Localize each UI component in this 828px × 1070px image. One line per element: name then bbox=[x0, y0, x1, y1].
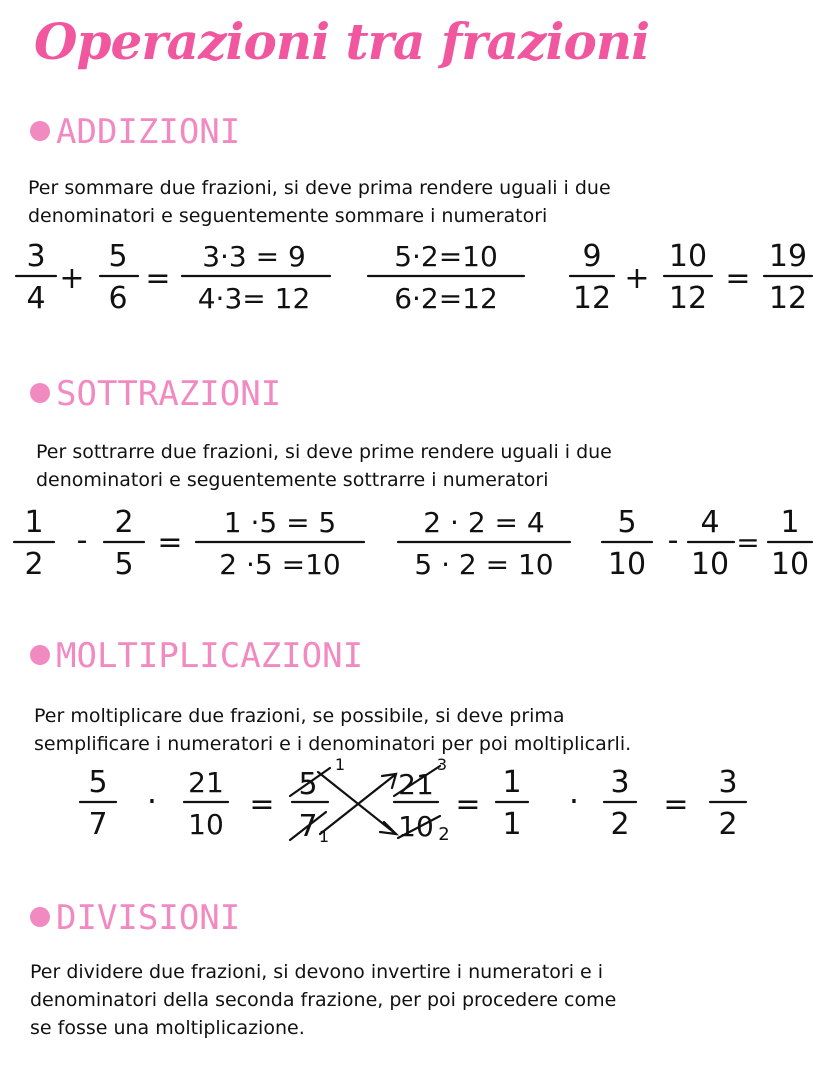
bullet-icon bbox=[30, 907, 50, 927]
fraction-numerator: 10 bbox=[668, 239, 708, 274]
calc-denominator: 6·2=12 bbox=[394, 282, 498, 315]
calc-denominator: 2 ·5 =10 bbox=[219, 548, 341, 581]
fraction-numerator: 9 bbox=[582, 239, 602, 274]
text-line: se fosse una moltiplicazione. bbox=[30, 1017, 305, 1039]
page-title: Operazioni tra frazioni bbox=[34, 12, 650, 71]
simplified-small-number: 3 bbox=[436, 755, 448, 774]
heading-divisioni bbox=[30, 898, 240, 938]
simplified-small-number: 2 bbox=[438, 824, 450, 845]
fraction-numerator: 1 bbox=[24, 505, 44, 540]
text-line: Per sottrarre due frazioni, si deve prime rendere uguali i due bbox=[36, 441, 612, 463]
fraction-numerator: 21 bbox=[188, 766, 224, 799]
fraction-denominator: 7 bbox=[88, 807, 108, 842]
operator-equals: = bbox=[249, 787, 275, 822]
calc-numerator: 1 ·5 = 5 bbox=[223, 506, 337, 539]
operator-times: · bbox=[146, 782, 158, 820]
simplified-numerator: 21 bbox=[398, 768, 434, 801]
fraction-denominator: 6 bbox=[108, 281, 128, 316]
calc-numerator: 2 · 2 = 4 bbox=[423, 506, 545, 539]
operator-equals: = bbox=[145, 261, 171, 296]
heading-addizioni bbox=[30, 112, 240, 152]
result-numerator: 3 bbox=[718, 765, 738, 800]
text-line: denominatori e seguentemente sommare i numeratori bbox=[28, 205, 548, 227]
fraction-denominator: 4 bbox=[26, 281, 46, 316]
equation-moltiplicazioni bbox=[0, 756, 828, 846]
equation-addizioni bbox=[0, 236, 828, 316]
equation-sottrazioni bbox=[0, 502, 828, 582]
fraction-numerator: 3 bbox=[610, 765, 630, 800]
fraction-numerator: 5 bbox=[108, 239, 128, 274]
bullet-icon bbox=[30, 645, 50, 665]
heading-divisioni-label: DIVISIONI bbox=[56, 898, 241, 938]
paragraph-divisioni bbox=[30, 958, 616, 1042]
cross-arrow bbox=[318, 772, 396, 834]
operator-equals: = bbox=[157, 525, 183, 560]
bullet-icon bbox=[30, 121, 50, 141]
paragraph-addizioni bbox=[28, 174, 611, 230]
operator-equals: = bbox=[455, 787, 481, 822]
calc-numerator: 3·3 = 9 bbox=[202, 240, 306, 273]
bullet-icon bbox=[30, 383, 50, 403]
operator-equals: = bbox=[663, 787, 689, 822]
fraction-numerator: 5 bbox=[88, 765, 108, 800]
heading-sottrazioni bbox=[30, 374, 281, 414]
operator-equals: = bbox=[725, 261, 751, 296]
operator-plus: + bbox=[624, 261, 650, 296]
operator-minus: - bbox=[76, 523, 88, 558]
paragraph-sottrazioni bbox=[36, 438, 612, 494]
simplified-denominator: 10 bbox=[398, 810, 434, 843]
text-line: Per moltiplicare due frazioni, se possibile, si deve prima bbox=[34, 705, 565, 727]
heading-sottrazioni-label: SOTTRAZIONI bbox=[56, 374, 282, 414]
paragraph-moltiplicazioni bbox=[34, 702, 631, 758]
text-line: denominatori e seguentemente sottrarre i numeratori bbox=[36, 469, 549, 491]
fraction-numerator: 1 bbox=[502, 765, 522, 800]
result-denominator: 12 bbox=[768, 281, 808, 316]
fraction-numerator: 2 bbox=[114, 505, 134, 540]
fraction-numerator: 3 bbox=[26, 239, 46, 274]
fraction-denominator: 12 bbox=[572, 281, 612, 316]
result-numerator: 1 bbox=[780, 505, 800, 540]
fraction-denominator: 5 bbox=[114, 547, 134, 582]
fraction-denominator: 2 bbox=[24, 547, 44, 582]
text-line: Per dividere due frazioni, si devono invertire i numeratori e i bbox=[30, 961, 604, 983]
simplified-small-number: 1 bbox=[334, 755, 346, 774]
fraction-numerator: 5 bbox=[617, 505, 637, 540]
simplified-small-number: 1 bbox=[318, 827, 330, 846]
calc-numerator: 5·2=10 bbox=[394, 240, 498, 273]
fraction-denominator: 10 bbox=[188, 808, 224, 841]
fraction-denominator: 10 bbox=[607, 547, 647, 582]
operator-equals: = bbox=[736, 526, 760, 559]
fraction-numerator: 4 bbox=[700, 505, 720, 540]
operator-plus: + bbox=[59, 261, 85, 296]
text-line: Per sommare due frazioni, si deve prima rendere uguali i due bbox=[28, 177, 611, 199]
calc-denominator: 4·3= 12 bbox=[197, 282, 311, 315]
simplified-denominator: 7 bbox=[298, 809, 318, 844]
heading-moltiplicazioni bbox=[30, 636, 363, 676]
text-line: denominatori della seconda frazione, per poi procedere come bbox=[30, 989, 617, 1011]
fraction-denominator: 2 bbox=[610, 807, 630, 842]
fraction-denominator: 1 bbox=[502, 807, 522, 842]
heading-addizioni-label: ADDIZIONI bbox=[56, 112, 241, 152]
calc-denominator: 5 · 2 = 10 bbox=[414, 548, 554, 581]
operator-minus: - bbox=[667, 523, 679, 558]
result-denominator: 2 bbox=[718, 807, 738, 842]
result-denominator: 10 bbox=[770, 547, 810, 582]
result-numerator: 19 bbox=[768, 239, 808, 274]
fraction-denominator: 12 bbox=[668, 281, 708, 316]
text-line: semplificare i numeratori e i denominatori per poi moltiplicarli. bbox=[34, 733, 632, 755]
heading-moltiplicazioni-label: MOLTIPLICAZIONI bbox=[56, 636, 364, 676]
fraction-denominator: 10 bbox=[690, 547, 730, 582]
operator-times: · bbox=[568, 782, 580, 820]
simplified-numerator: 5 bbox=[298, 767, 318, 802]
